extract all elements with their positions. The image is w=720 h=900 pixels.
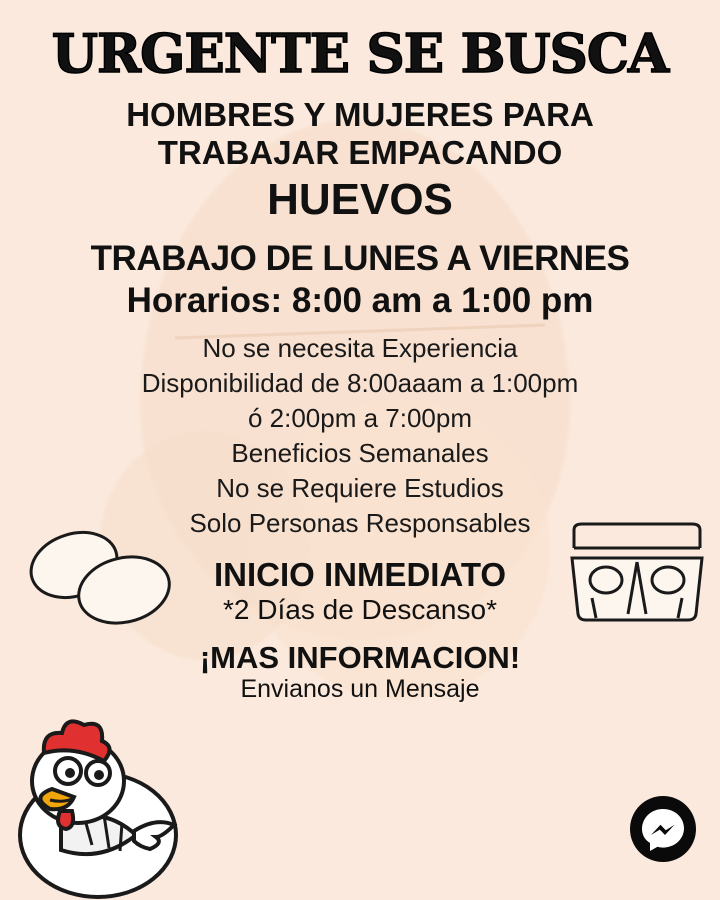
list-item: Beneficios Semanales bbox=[231, 437, 489, 468]
eggs-icon bbox=[14, 520, 194, 630]
start-notice: INICIO INMEDIATO bbox=[213, 556, 507, 594]
egg-carton-icon bbox=[562, 518, 712, 628]
page-title: URGENTE SE BUSCA bbox=[51, 23, 669, 85]
product-heading: HUEVOS bbox=[267, 175, 453, 225]
more-info-heading: ¡MAS INFORMACION! bbox=[199, 639, 521, 675]
list-item: Disponibilidad de 8:00aaam a 1:00pm bbox=[141, 367, 579, 398]
subtitle-line-1: HOMBRES Y MUJERES PARA bbox=[126, 96, 594, 134]
contact-instruction: Envianos un Mensaje bbox=[240, 675, 480, 704]
list-item: ó 2:00pm a 7:00pm bbox=[247, 402, 473, 433]
chicken-mascot-icon bbox=[6, 685, 221, 900]
list-item: No se necesita Experiencia bbox=[202, 332, 518, 363]
schedule-days: TRABAJO DE LUNES A VIERNES bbox=[90, 239, 630, 278]
messenger-icon[interactable] bbox=[630, 796, 696, 862]
subtitle-line-2: TRABAJAR EMPACANDO bbox=[157, 133, 563, 171]
schedule-hours: Horarios: 8:00 am a 1:00 pm bbox=[126, 280, 594, 320]
list-item: Solo Personas Responsables bbox=[189, 507, 531, 538]
list-item: No se Requiere Estudios bbox=[216, 472, 504, 503]
rest-days-notice: *2 Días de Descanso* bbox=[223, 593, 497, 625]
